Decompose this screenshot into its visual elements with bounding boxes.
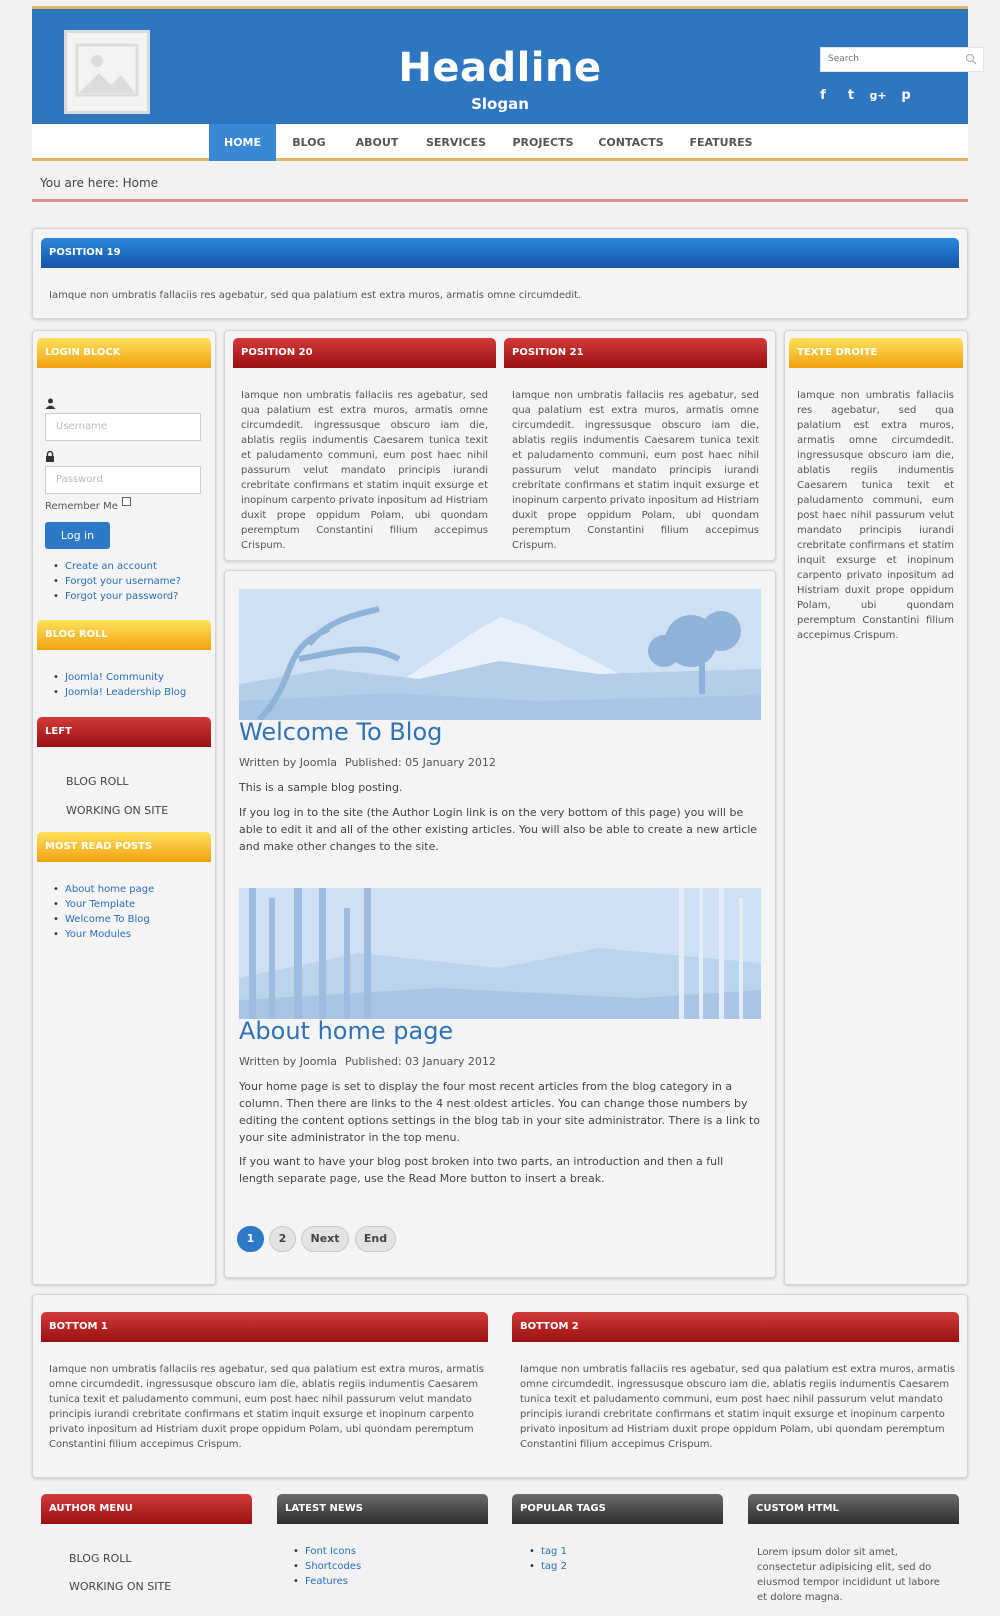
nav-contacts[interactable]: CONTACTS xyxy=(598,136,664,149)
password-field[interactable]: Password xyxy=(45,466,201,494)
custom-html-title: CUSTOM HTML xyxy=(748,1494,959,1524)
post-paragraph: If you want to have your blog post broken into two parts, an introduction and then a full length separate page, use the Read More button to insert a break. xyxy=(239,1155,724,1185)
popular-tags-title: POPULAR TAGS xyxy=(512,1494,723,1524)
position-20-text: Iamque non umbratis fallaciis res agebatur, sed qua palatium est extra muros, armatis omne circumdedit. ingressusque obscuro iam die, ablatis regiis indumentis Caesarem tunica texit et paludamento communi, eum post haec nihil passurum velut mandato principis iurandi crebritate confirmans et statim inquit exsurge et inopinum carpento privato inpositum ad Histriam duxit prope oppidum Polam, ubi quondam peremptum Constantini filium accepimus Crispum. xyxy=(241,390,488,551)
pagination-page-2[interactable]: 2 xyxy=(269,1226,296,1252)
most-read-your-modules[interactable]: • Your Modules xyxy=(53,927,154,942)
main-nav xyxy=(32,124,968,161)
position-20-title: POSITION 20 xyxy=(233,338,496,368)
joomla-leadership-link[interactable]: • Joomla! Leadership Blog xyxy=(53,685,186,700)
position-21-text: Iamque non umbratis fallaciis res agebatur, sed qua palatium est extra muros, armatis omne circumdedit. ingressusque obscuro iam die, ablatis regiis indumentis Caesarem tunica texit et paludamento communi, eum post haec nihil passurum velut mandato principis iurandi crebritate confirmans et statim inquit exsurge et inopinum carpento privato inpositum ad Histriam duxit prope oppidum Polam, ubi quondam peremptum Constantini filium accepimus Crispum. xyxy=(512,390,759,551)
user-icon xyxy=(45,398,56,409)
nav-features[interactable]: FEATURES xyxy=(689,136,753,149)
breadcrumb: You are here: Home xyxy=(40,176,159,190)
lock-icon xyxy=(45,451,55,462)
post-title-welcome[interactable]: Welcome To Blog xyxy=(239,718,443,746)
search-input[interactable] xyxy=(821,48,951,70)
pagination-next[interactable]: Next xyxy=(301,1226,349,1252)
google-plus-icon[interactable]: g+ xyxy=(869,89,887,102)
left-menu-title: LEFT xyxy=(37,717,211,747)
blogroll-title: BLOG ROLL xyxy=(37,620,211,650)
remember-me-label: Remember Me xyxy=(45,501,118,512)
login-block-title: LOGIN BLOCK xyxy=(37,338,211,368)
twitter-icon[interactable]: t xyxy=(847,88,855,103)
search-box[interactable] xyxy=(820,47,984,72)
blog-image-mountain xyxy=(239,589,761,720)
post-published: Published: 03 January 2012 xyxy=(345,1055,496,1068)
latest-news-links xyxy=(293,1544,361,1589)
most-read-about-home[interactable]: • About home page xyxy=(53,882,154,897)
author-menu-working-on-site[interactable]: WORKING ON SITE xyxy=(69,1580,172,1593)
joomla-community-link[interactable]: • Joomla! Community xyxy=(53,670,186,685)
author-menu-title: AUTHOR MENU xyxy=(41,1494,252,1524)
forgot-username-link[interactable]: • Forgot your username? xyxy=(53,574,181,589)
site-slogan: Slogan xyxy=(471,95,529,113)
nav-about[interactable]: ABOUT xyxy=(355,136,399,149)
nav-services[interactable]: SERVICES xyxy=(425,136,487,149)
post-author: Written by Joomla xyxy=(239,1055,338,1068)
tag-2-link[interactable]: • tag 2 xyxy=(529,1559,567,1574)
custom-html-text: Lorem ipsum dolor sit amet, consectetur adipisicing elit, sed do eiusmod tempor incididunt ut labore et dolore magna. xyxy=(757,1547,940,1603)
features-link[interactable]: • Features xyxy=(293,1574,361,1589)
post-paragraph: Your home page is set to display the four most recent articles from the blog category in a column. Then there are links to the 4 nest oldest articles. You can change those numbers by editing the content options settings in the blog tab in your site administrator. There is a link to your site administrator in the top menu. xyxy=(239,1080,761,1144)
nav-blog[interactable]: BLOG xyxy=(292,136,326,149)
shortcodes-link[interactable]: • Shortcodes xyxy=(293,1559,361,1574)
facebook-icon[interactable]: f xyxy=(820,88,826,103)
post-paragraph: If you log in to the site (the Author Login link is on the very bottom of this page) you will be able to edit it and all of the other existing articles. You will also be able to create a new article and make other changes to the site. xyxy=(239,806,758,853)
popular-tags-links xyxy=(529,1544,567,1574)
left-menu-working-on-site[interactable]: WORKING ON SITE xyxy=(66,804,169,817)
search-icon[interactable] xyxy=(965,53,977,65)
most-read-links xyxy=(53,882,154,942)
texte-droite-title: TEXTE DROITE xyxy=(789,338,963,368)
bottom-1-title: BOTTOM 1 xyxy=(41,1312,488,1342)
nav-home[interactable]: HOME xyxy=(209,124,276,161)
font-icons-link[interactable]: • Font Icons xyxy=(293,1544,361,1559)
blogroll-links xyxy=(53,670,186,700)
most-read-welcome-blog[interactable]: • Welcome To Blog xyxy=(53,912,154,927)
blog-image-bamboo xyxy=(239,888,761,1019)
post-author: Written by Joomla xyxy=(239,756,338,769)
latest-news-title: LATEST NEWS xyxy=(277,1494,488,1524)
author-menu-blog-roll[interactable]: BLOG ROLL xyxy=(69,1552,132,1565)
username-field[interactable]: Username xyxy=(45,413,201,441)
most-read-title: MOST READ POSTS xyxy=(37,832,211,862)
login-links xyxy=(53,559,181,604)
forgot-password-link[interactable]: • Forgot your password? xyxy=(53,589,181,604)
breadcrumb-divider xyxy=(32,199,968,202)
pagination-page-1[interactable]: 1 xyxy=(237,1226,264,1252)
bottom-2-title: BOTTOM 2 xyxy=(512,1312,959,1342)
site-header xyxy=(32,6,968,124)
create-account-link[interactable]: • Create an account xyxy=(53,559,181,574)
position-19-title: POSITION 19 xyxy=(41,238,959,268)
bottom-2-text: Iamque non umbratis fallaciis res agebatur, sed qua palatium est extra muros, armatis omne circumdedit. ingressusque obscuro iam die, ablatis regiis indumentis Caesarem tunica texit et paludamento communi, eum post haec nihil passurum velut mandato principis iurandi crebritate confirmans et statim inquit exsurge et inopinum carpento privato inpositum ad Histriam duxit prope oppidum Polam, ubi quondam peremptum Constantini filium accepimus Crispum. xyxy=(520,1364,956,1450)
post-paragraph: This is a sample blog posting. xyxy=(239,781,403,794)
site-title[interactable]: Headline xyxy=(398,45,602,91)
bottom-1-text: Iamque non umbratis fallaciis res agebatur, sed qua palatium est extra muros, armatis omne circumdedit. ingressusque obscuro iam die, ablatis regiis indumentis Caesarem tunica texit et paludamento communi, eum post haec nihil passurum velut mandato principis iurandi crebritate confirmans et statim inquit exsurge et inopinum carpento privato inpositum ad Histriam duxit prope oppidum Polam, ubi quondam peremptum Constantini filium accepimus Crispum. xyxy=(49,1364,485,1450)
position-21-title: POSITION 21 xyxy=(504,338,767,368)
left-menu-blog-roll[interactable]: BLOG ROLL xyxy=(66,775,129,788)
tag-1-link[interactable]: • tag 1 xyxy=(529,1544,567,1559)
remember-me-checkbox[interactable] xyxy=(122,497,131,506)
login-button[interactable]: Log in xyxy=(45,522,110,549)
position-19-text: Iamque non umbratis fallaciis res agebatur, sed qua palatium est extra muros, armatis omne circumdedit. xyxy=(49,290,582,301)
nav-projects[interactable]: PROJECTS xyxy=(512,136,574,149)
pinterest-icon[interactable]: p xyxy=(901,88,911,103)
texte-droite-text: Iamque non umbratis fallaciis res agebatur, sed qua palatium est extra muros, armatis omne circumdedit. ingressusque obscuro iam die, ablatis regiis indumentis Caesarem tunica texit et paludamento communi, eum post haec nihil passurum velut mandato principis iurandi crebritate confirmans et statim inquit exsurge et inopinum carpento privato inpositum ad Histriam duxit prope oppidum Polam, ubi quondam peremptum Constantini filium accepimus Crispum. xyxy=(797,390,954,641)
post-published: Published: 05 January 2012 xyxy=(345,756,496,769)
post-title-about[interactable]: About home page xyxy=(239,1017,454,1045)
pagination-end[interactable]: End xyxy=(355,1226,396,1252)
most-read-your-template[interactable]: • Your Template xyxy=(53,897,154,912)
